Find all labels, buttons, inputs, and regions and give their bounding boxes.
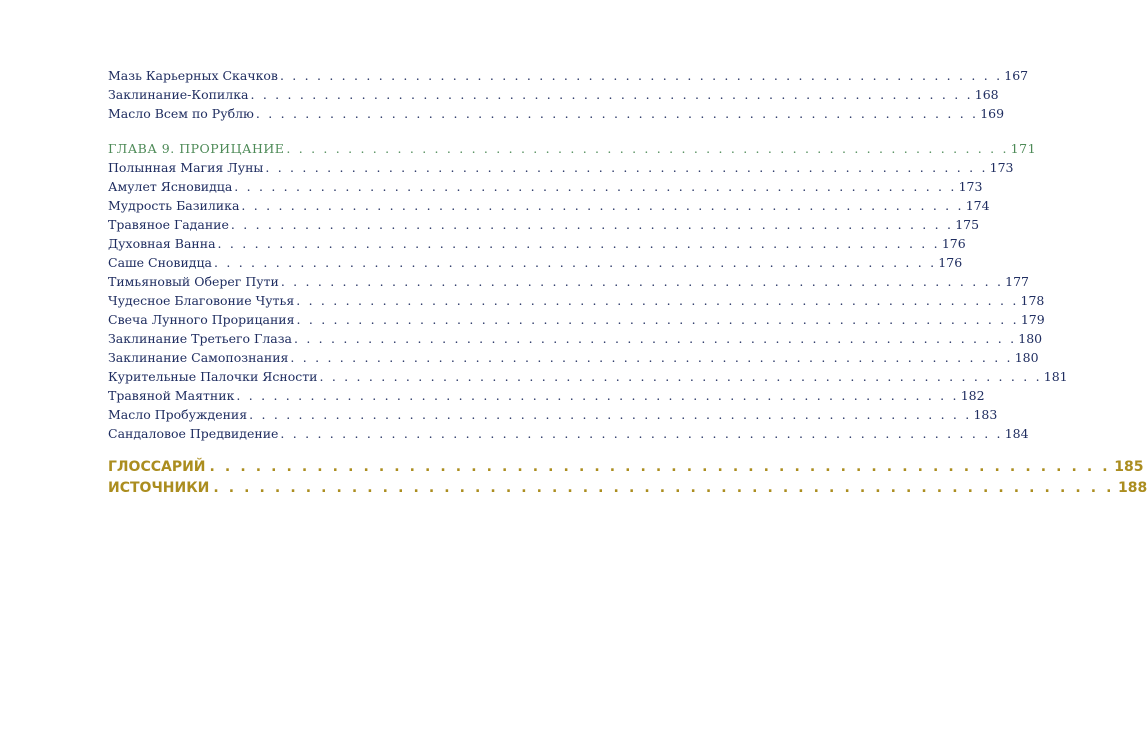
toc-entry-page: 182 bbox=[960, 388, 985, 403]
toc-entry-page: 180 bbox=[1018, 331, 1043, 346]
toc-entry-page: 167 bbox=[1004, 68, 1029, 83]
dot-leader: . . . . . . . . . . . . . . . . . . . . . . . . . . . . . . . . . . . . . . . . . . . . . . . . . . . . . . . . . . . bbox=[280, 426, 1003, 441]
toc-entry-title: Саше Сновидца bbox=[108, 255, 212, 270]
toc-entry-title: Курительные Палочки Ясности bbox=[108, 369, 318, 384]
dot-leader: . . . . . . . . . . . . . . . . . . . . . . . . . . . . . . . . . . . . . . . . . . . . . . . . . . . . . . . . . . . bbox=[296, 312, 1019, 327]
toc-entry-page: 179 bbox=[1020, 312, 1045, 327]
spacer bbox=[108, 125, 472, 141]
spacer bbox=[108, 445, 472, 459]
dot-leader: . . . . . . . . . . . . . . . . . . . . . . . . . . . . . . . . . . . . . . . . . . . . . . . . . . . . . . . . . . . bbox=[241, 198, 964, 213]
toc-entry-page: 173 bbox=[958, 179, 983, 194]
toc-entry-page: 175 bbox=[955, 217, 980, 232]
toc-entry-title: Масло Пробуждения bbox=[108, 407, 248, 422]
chapter-title: ГЛАВА 9. ПРОРИЦАНИЕ bbox=[108, 141, 285, 156]
toc-entry[interactable] bbox=[108, 236, 966, 255]
toc-entry[interactable] bbox=[108, 293, 1045, 312]
toc-entry[interactable] bbox=[108, 198, 990, 217]
toc-entry-title: Травяной Маятник bbox=[108, 388, 235, 403]
toc-entry-page: 183 bbox=[973, 407, 998, 422]
toc-entry[interactable] bbox=[108, 388, 985, 407]
toc-entry[interactable] bbox=[108, 68, 1029, 87]
toc-glossary[interactable] bbox=[108, 459, 1144, 480]
toc-entry-title: Мудрость Базилика bbox=[108, 198, 240, 213]
dot-leader: . . . . . . . . . . . . . . . . . . . . . . . . . . . . . . . . . . . . . . . . . . . . . . . . . . . . . . . . . . . bbox=[209, 459, 1111, 475]
dot-leader: . . . . . . . . . . . . . . . . . . . . . . . . . . . . . . . . . . . . . . . . . . . . . . . . . . . . . . . . . . . bbox=[214, 255, 937, 270]
toc-entry[interactable] bbox=[108, 179, 983, 198]
toc-entry-title: Травяное Гадание bbox=[108, 217, 229, 232]
toc-entry-title: Полынная Магия Луны bbox=[108, 160, 264, 175]
toc-entry-page: 184 bbox=[1004, 426, 1029, 441]
toc-entry[interactable] bbox=[108, 87, 999, 106]
dot-leader: . . . . . . . . . . . . . . . . . . . . . . . . . . . . . . . . . . . . . . . . . . . . . . . . . . . . . . . . . . . bbox=[319, 369, 1042, 384]
toc-entry-page: 168 bbox=[974, 87, 999, 102]
toc-entry-title: Заклинание Третьего Глаза bbox=[108, 331, 292, 346]
toc-entry-page: 178 bbox=[1020, 293, 1045, 308]
dot-leader: . . . . . . . . . . . . . . . . . . . . . . . . . . . . . . . . . . . . . . . . . . . . . . . . . . . . . . . . . . . bbox=[280, 274, 1004, 289]
toc-entry-title: Заклинание-Копилка bbox=[108, 87, 249, 102]
toc-entry[interactable] bbox=[108, 369, 1068, 388]
toc-entry-page: 180 bbox=[1014, 350, 1039, 365]
dot-leader: . . . . . . . . . . . . . . . . . . . . . . . . . . . . . . . . . . . . . . . . . . . . . . . . . . . . . . . . . . . bbox=[230, 217, 954, 232]
toc-entry[interactable] bbox=[108, 350, 1039, 369]
toc-entry[interactable] bbox=[108, 426, 1029, 445]
toc-entry-title: Тимьяновый Оберег Пути bbox=[108, 274, 279, 289]
dot-leader: . . . . . . . . . . . . . . . . . . . . . . . . . . . . . . . . . . . . . . . . . . . . . . . . . . . . . . . . . . . bbox=[279, 68, 1003, 83]
toc-entry-page: 169 bbox=[980, 106, 1005, 121]
toc-entry-page: 173 bbox=[989, 160, 1014, 175]
toc-entry-page: 174 bbox=[965, 198, 990, 213]
dot-leader: . . . . . . . . . . . . . . . . . . . . . . . . . . . . . . . . . . . . . . . . . . . . . . . . . . . . . . . . . . . bbox=[255, 106, 979, 121]
dot-leader: . . . . . . . . . . . . . . . . . . . . . . . . . . . . . . . . . . . . . . . . . . . . . . . . . . . . . . . . . . . bbox=[250, 87, 973, 102]
dot-leader: . . . . . . . . . . . . . . . . . . . . . . . . . . . . . . . . . . . . . . . . . . . . . . . . . . . . . . . . . . . bbox=[213, 480, 1115, 496]
toc-entry-title: Сандаловое Предвидение bbox=[108, 426, 279, 441]
chapter-page: 171 bbox=[1010, 141, 1037, 156]
dot-leader: . . . . . . . . . . . . . . . . . . . . . . . . . . . . . . . . . . . . . . . . . . . . . . . . . . . . . . . . . . . bbox=[296, 293, 1019, 308]
dot-leader: . . . . . . . . . . . . . . . . . . . . . . . . . . . . . . . . . . . . . . . . . . . . . . . . . . . . . . . . . . . bbox=[249, 407, 972, 422]
toc-entry[interactable] bbox=[108, 106, 1005, 125]
dot-leader: . . . . . . . . . . . . . . . . . . . . . . . . . . . . . . . . . . . . . . . . . . . . . . . . . . . . . . . . . . . bbox=[236, 388, 959, 403]
toc-entry-title: Мазь Карьерных Скачков bbox=[108, 68, 278, 83]
toc-entry[interactable] bbox=[108, 160, 1014, 179]
dot-leader: . . . . . . . . . . . . . . . . . . . . . . . . . . . . . . . . . . . . . . . . . . . . . . . . . . . . . . . . . . . bbox=[293, 331, 1017, 346]
toc-entry[interactable] bbox=[108, 407, 998, 426]
toc-entry-title: Духовная Ванна bbox=[108, 236, 216, 251]
toc-entry-title: Чудесное Благовоние Чутья bbox=[108, 293, 295, 308]
back-matter-page: 188 bbox=[1118, 480, 1147, 496]
dot-leader: . . . . . . . . . . . . . . . . . . . . . . . . . . . . . . . . . . . . . . . . . . . . . . . . . . . . . . . . . . . bbox=[265, 160, 988, 175]
toc-entry-page: 176 bbox=[941, 236, 966, 251]
toc-sources[interactable] bbox=[108, 480, 1147, 501]
toc-entry-title: Свеча Лунного Прорицания bbox=[108, 312, 295, 327]
toc-entry[interactable] bbox=[108, 331, 1043, 350]
toc-entry-page: 181 bbox=[1043, 369, 1068, 384]
dot-leader: . . . . . . . . . . . . . . . . . . . . . . . . . . . . . . . . . . . . . . . . . . . . . . . . . . . . . . . . . . . bbox=[286, 141, 1009, 156]
dot-leader: . . . . . . . . . . . . . . . . . . . . . . . . . . . . . . . . . . . . . . . . . . . . . . . . . . . . . . . . . . . bbox=[234, 179, 957, 194]
toc-entry-page: 176 bbox=[938, 255, 963, 270]
dot-leader: . . . . . . . . . . . . . . . . . . . . . . . . . . . . . . . . . . . . . . . . . . . . . . . . . . . . . . . . . . . bbox=[290, 350, 1013, 365]
back-matter-title: ГЛОССАРИЙ bbox=[108, 459, 206, 475]
back-matter-title: ИСТОЧНИКИ bbox=[108, 480, 210, 496]
toc-chapter-heading[interactable] bbox=[108, 141, 1037, 160]
toc-entry[interactable] bbox=[108, 274, 1029, 293]
toc-entry-title: Заклинание Самопознания bbox=[108, 350, 289, 365]
toc-entry[interactable] bbox=[108, 217, 980, 236]
toc-entry-title: Амулет Ясновидца bbox=[108, 179, 233, 194]
back-matter-page: 185 bbox=[1114, 459, 1144, 475]
toc-entry[interactable] bbox=[108, 312, 1045, 331]
table-of-contents bbox=[108, 68, 1147, 501]
toc-entry-page: 177 bbox=[1005, 274, 1029, 289]
toc-entry[interactable] bbox=[108, 255, 963, 274]
toc-entry-title: Масло Всем по Рублю bbox=[108, 106, 254, 121]
dot-leader: . . . . . . . . . . . . . . . . . . . . . . . . . . . . . . . . . . . . . . . . . . . . . . . . . . . . . . . . . . . bbox=[217, 236, 940, 251]
